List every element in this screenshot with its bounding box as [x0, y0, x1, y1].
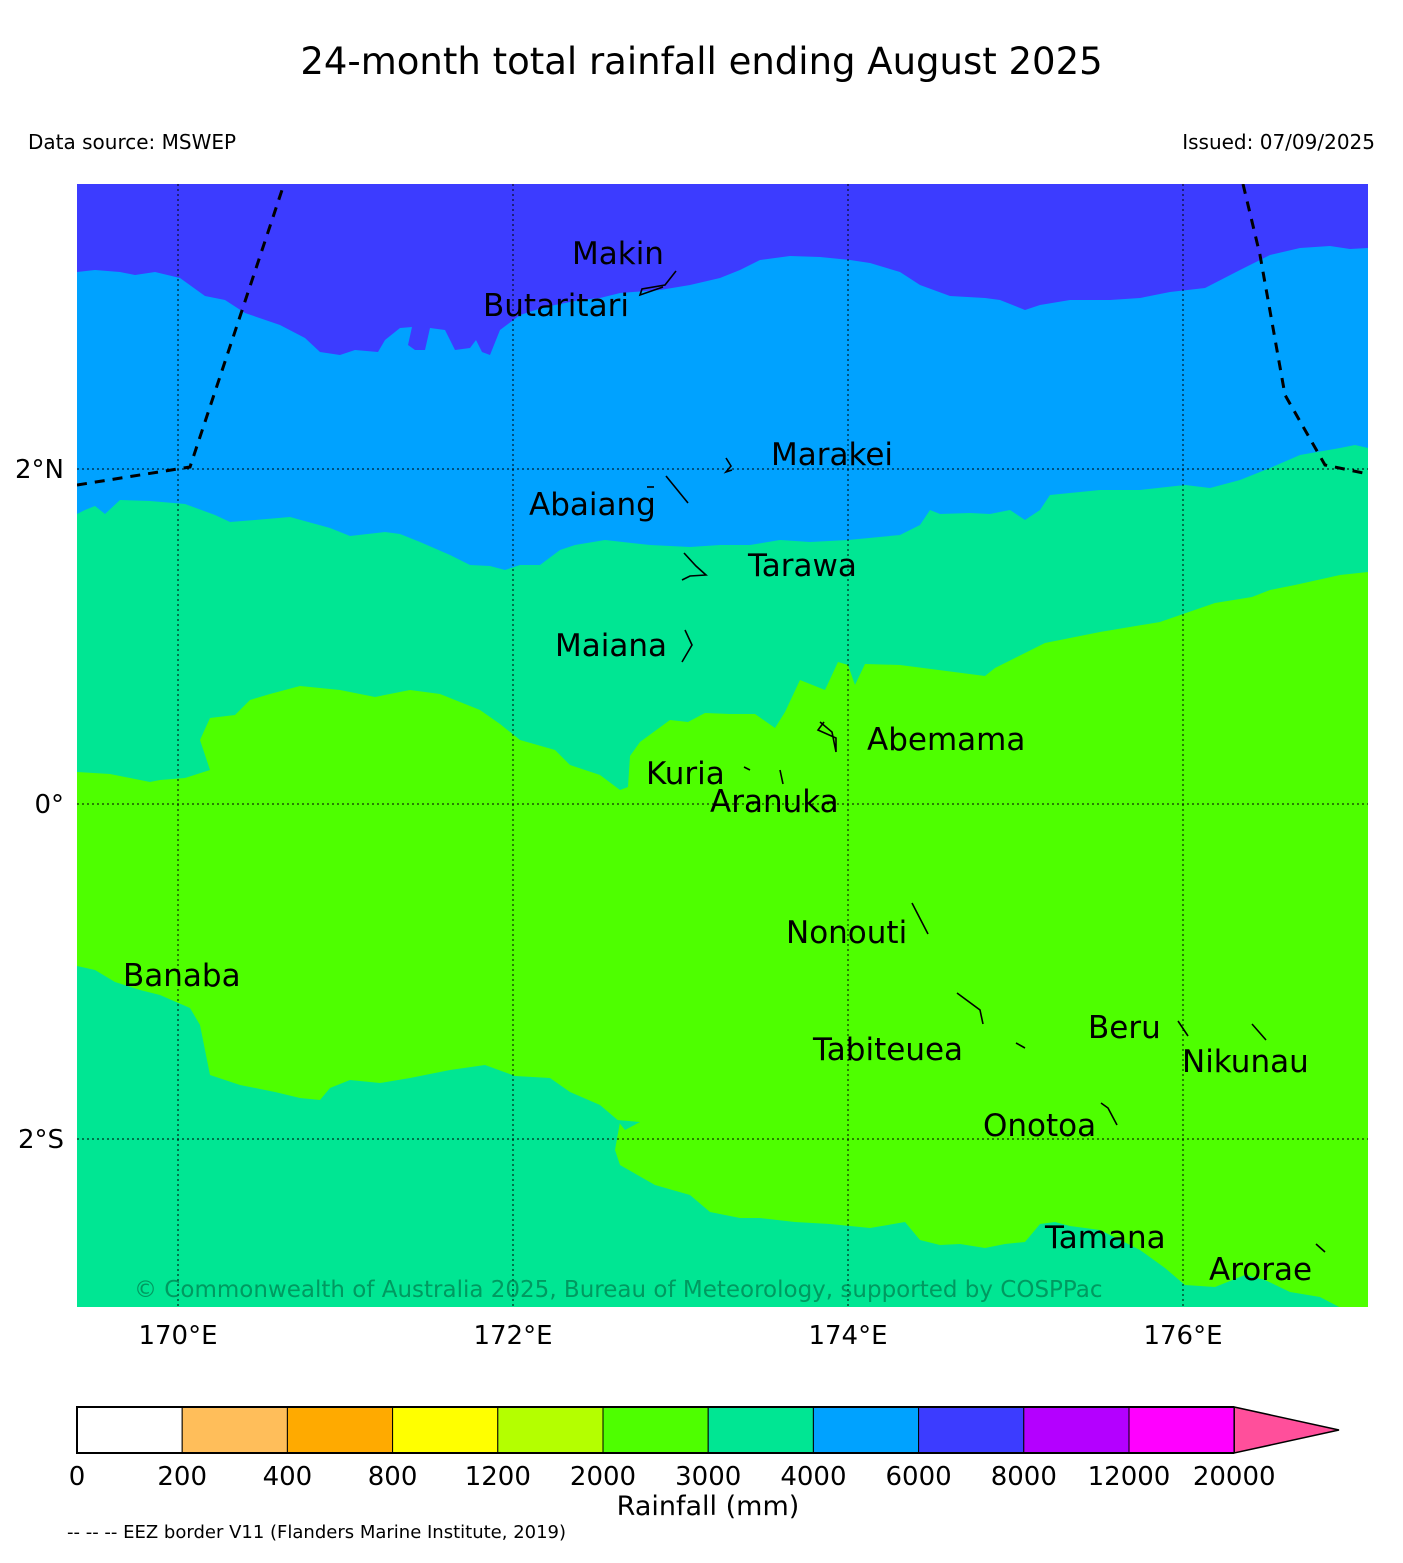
colorbar-tick-label: 0	[68, 1462, 86, 1492]
island-label-banaba: Banaba	[123, 958, 241, 994]
island-label-kuria: Kuria	[646, 756, 725, 792]
colorbar-segment	[498, 1407, 603, 1453]
colorbar-tick-label: 800	[367, 1462, 418, 1492]
lat-tick-0: 0°	[34, 790, 64, 820]
island-label-arorae: Arorae	[1209, 1252, 1313, 1288]
colorbar-segment	[182, 1407, 287, 1453]
lat-tick-2n: 2°N	[15, 455, 64, 485]
data-source-label: Data source: MSWEP	[28, 130, 237, 154]
colorbar-segment	[1024, 1407, 1129, 1453]
colorbar-tick-label: 4000	[780, 1462, 847, 1492]
island-label-tamana: Tamana	[1045, 1220, 1166, 1256]
island-label-onotoa: Onotoa	[983, 1108, 1097, 1144]
island-label-butaritari: Butaritari	[483, 288, 629, 324]
island-label-marakei: Marakei	[771, 437, 894, 473]
colorbar-segment	[393, 1407, 498, 1453]
colorbar-tick-label: 20000	[1192, 1462, 1276, 1492]
island-label-makin: Makin	[572, 236, 664, 272]
colorbar-tick-label: 1200	[464, 1462, 531, 1492]
island-label-abemama: Abemama	[867, 722, 1026, 758]
rainfall-zones	[77, 184, 1368, 1310]
colorbar-title: Rainfall (mm)	[616, 1491, 800, 1522]
colorbar-segment	[287, 1407, 392, 1453]
lon-tick-170e: 170°E	[138, 1321, 218, 1351]
colorbar-segment	[77, 1407, 182, 1453]
island-label-tarawa: Tarawa	[748, 548, 857, 584]
colorbar-tick-label: 3000	[675, 1462, 742, 1492]
issued-date-label: Issued: 07/09/2025	[1182, 130, 1375, 154]
island-label-nonouti: Nonouti	[786, 915, 908, 951]
colorbar-segment	[708, 1407, 813, 1453]
colorbar-segment	[603, 1407, 708, 1453]
island-label-nikunau: Nikunau	[1182, 1044, 1309, 1080]
lon-tick-174e: 174°E	[808, 1321, 888, 1351]
colorbar-tick-label: 8000	[990, 1462, 1057, 1492]
island-label-abaiang: Abaiang	[529, 487, 656, 523]
colorbar-segment	[1129, 1407, 1234, 1453]
colorbar-tick-label: 400	[262, 1462, 313, 1492]
eez-footnote: -- -- -- EEZ border V11 (Flanders Marine Institute, 2019)	[67, 1522, 567, 1543]
colorbar-segment	[919, 1407, 1024, 1453]
colorbar-tick-label: 12000	[1087, 1462, 1171, 1492]
colorbar	[69, 1407, 1339, 1492]
colorbar-segment	[813, 1407, 918, 1453]
island-label-beru: Beru	[1088, 1010, 1161, 1046]
island-label-tabiteuea: Tabiteuea	[813, 1032, 964, 1068]
colorbar-extend-arrow	[1234, 1407, 1339, 1453]
colorbar-tick-label: 6000	[885, 1462, 952, 1492]
island-label-aranuka: Aranuka	[710, 784, 839, 820]
copyright-watermark: © Commonwealth of Australia 2025, Bureau of Meteorology, supported by COSPPac	[134, 1277, 1103, 1303]
island-label-maiana: Maiana	[555, 628, 667, 664]
colorbar-tick-label: 200	[157, 1462, 208, 1492]
lon-tick-176e: 176°E	[1143, 1321, 1223, 1351]
map-title: 24-month total rainfall ending August 2025	[300, 40, 1103, 83]
lon-tick-172e: 172°E	[473, 1321, 553, 1351]
colorbar-tick-label: 2000	[569, 1462, 637, 1492]
lat-tick-2s: 2°S	[17, 1125, 64, 1155]
